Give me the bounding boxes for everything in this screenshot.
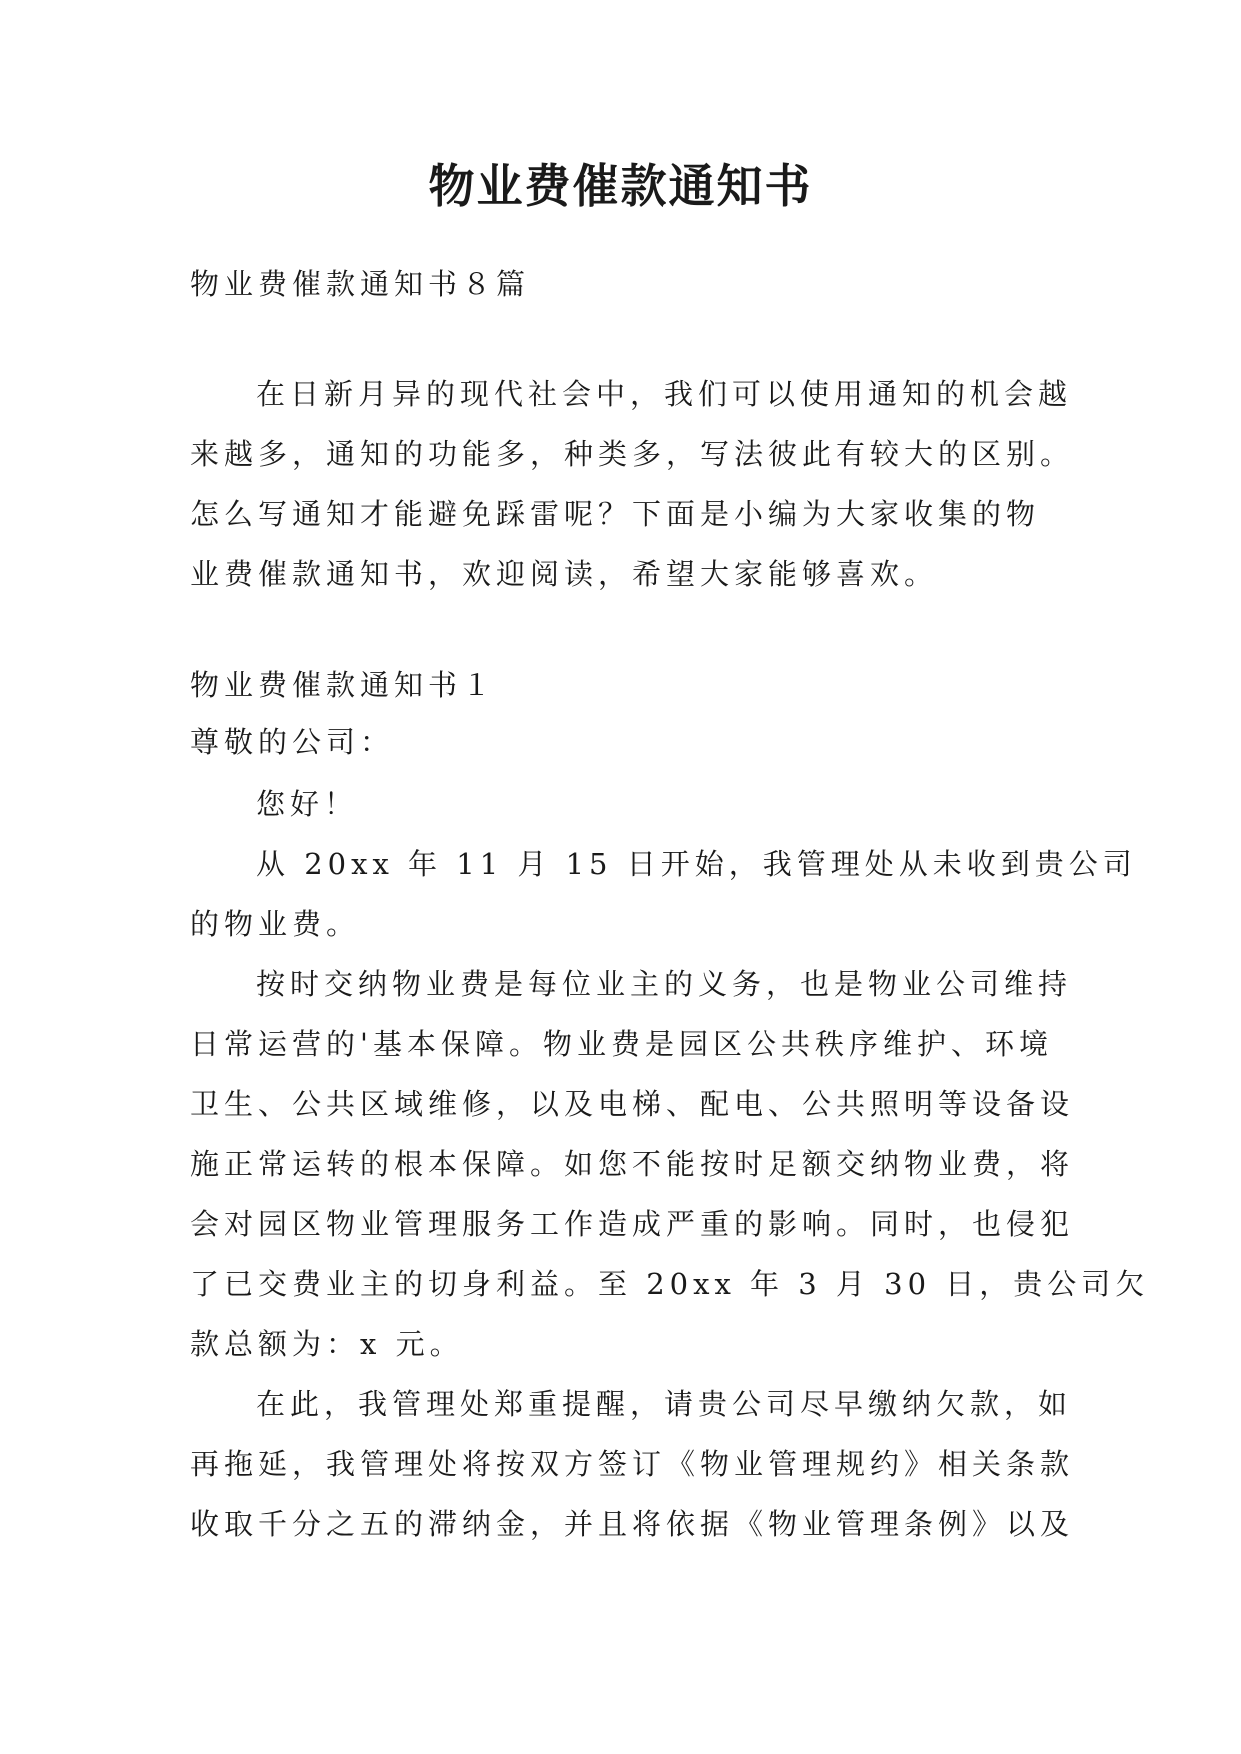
greeting: 您好！ (256, 787, 359, 821)
para2-line-7: 款总额为：x 元。 (190, 1327, 464, 1361)
intro-line-3: 怎么写通知才能避免踩雷呢？下面是小编为大家收集的物 (190, 497, 1041, 531)
salutation: 尊敬的公司： (190, 725, 395, 759)
document-title: 物业费催款通知书 (428, 159, 813, 213)
document-subtitle: 物业费催款通知书８篇 (190, 267, 531, 301)
intro-line-1: 在日新月异的现代社会中，我们可以使用通知的机会越 (256, 377, 1073, 411)
para2-line-2: 日常运营的'基本保障。物业费是园区公共秩序维护、环境 (190, 1027, 1053, 1061)
para3-line-3: 收取千分之五的滞纳金，并且将依据《物业管理条例》以及 (190, 1507, 1075, 1541)
para1-line-1: 从 20xx 年 11 月 15 日开始，我管理处从未收到贵公司 (256, 847, 1137, 881)
intro-line-4: 业费催款通知书，欢迎阅读，希望大家能够喜欢。 (190, 557, 939, 591)
para3-line-1: 在此，我管理处郑重提醒，请贵公司尽早缴纳欠款，如 (256, 1387, 1073, 1421)
intro-line-2: 来越多，通知的功能多，种类多，写法彼此有较大的区别。 (190, 437, 1075, 471)
para2-line-4: 施正常运转的根本保障。如您不能按时足额交纳物业费，将 (190, 1147, 1075, 1181)
section-heading: 物业费催款通知书１ (190, 668, 497, 702)
para1-line-2: 的物业费。 (190, 907, 361, 941)
para2-line-3: 卫生、公共区域维修，以及电梯、配电、公共照明等设备设 (190, 1087, 1075, 1121)
para2-line-1: 按时交纳物业费是每位业主的义务，也是物业公司维持 (256, 967, 1073, 1001)
para3-line-2: 再拖延，我管理处将按双方签订《物业管理规约》相关条款 (190, 1447, 1075, 1481)
para2-line-6: 了已交费业主的切身利益。至 20xx 年 3 月 30 日，贵公司欠 (190, 1267, 1150, 1301)
para2-line-5: 会对园区物业管理服务工作造成严重的影响。同时，也侵犯 (190, 1207, 1075, 1241)
